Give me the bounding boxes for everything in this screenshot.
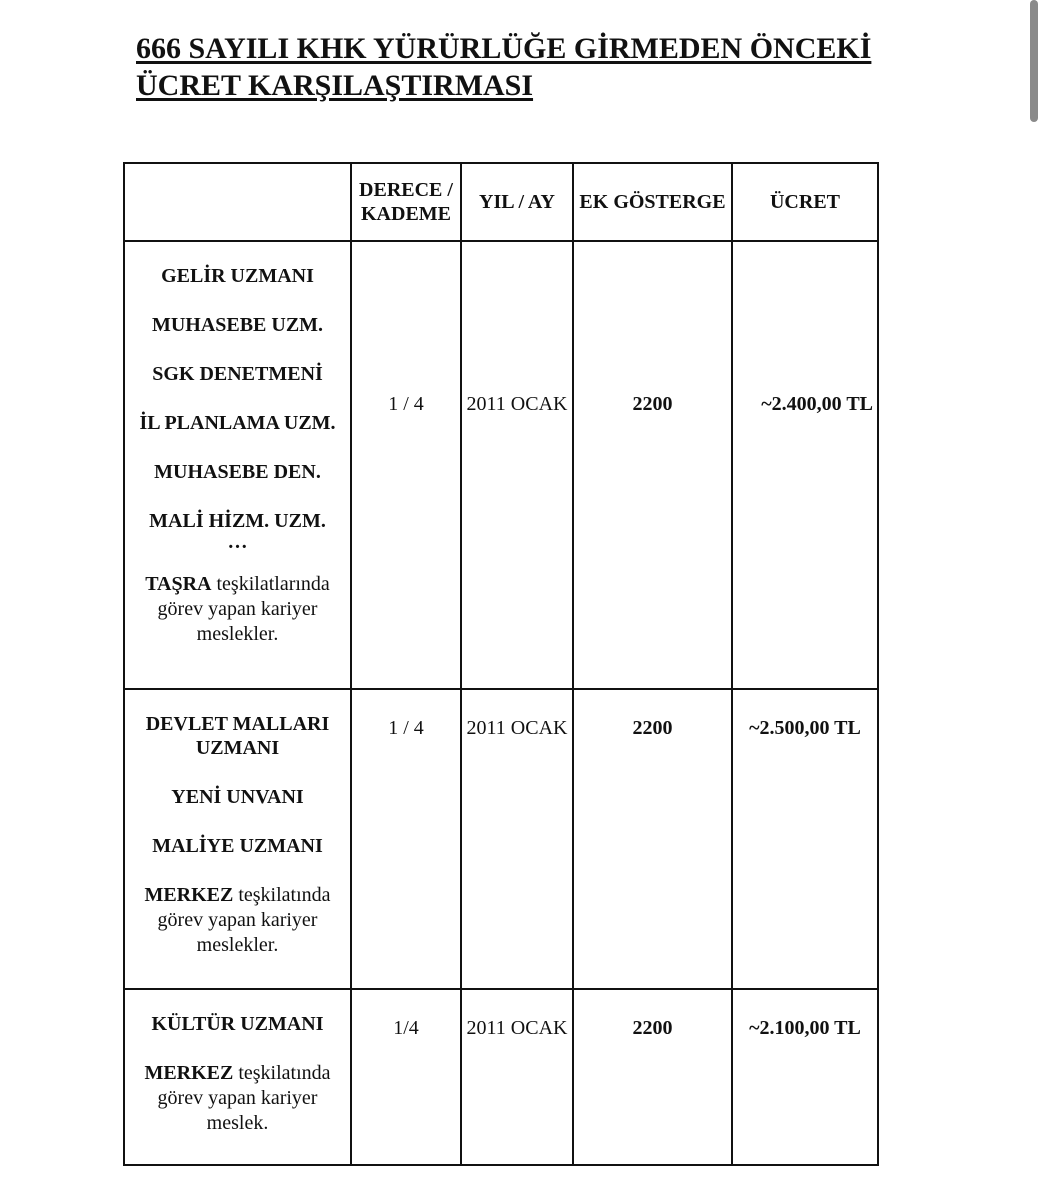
ucret-value: ~2.500,00 TL xyxy=(732,689,878,989)
title-line-1: 666 SAYILI KHK YÜRÜRLÜĞE GİRMEDEN ÖNCEKİ xyxy=(136,32,872,65)
position-name: MUHASEBE DEN. xyxy=(154,461,321,483)
scrollbar[interactable] xyxy=(1028,0,1046,1200)
ek-gosterge-value: 2200 xyxy=(573,241,732,689)
position-names-cell xyxy=(124,689,351,989)
position-name: YENİ UNVANI xyxy=(171,786,304,808)
derece-kademe-value: 1/4 xyxy=(351,989,461,1165)
position-names-cell xyxy=(124,241,351,689)
title-line-2: ÜCRET KARŞILAŞTIRMASI xyxy=(136,69,534,102)
yil-ay-value: 2011 OCAK xyxy=(461,689,573,989)
yil-ay-value: 2011 OCAK xyxy=(461,241,573,689)
yil-ay-value: 2011 OCAK xyxy=(461,989,573,1165)
ek-gosterge-value: 2200 xyxy=(573,689,732,989)
document-title xyxy=(136,30,956,104)
position-name: MALİ HİZM. UZM. xyxy=(149,510,326,532)
table-row xyxy=(124,689,878,989)
organization-note: TAŞRA teşkilatlarında görev yapan kariyer meslekler. xyxy=(145,573,330,645)
header-blank xyxy=(124,163,351,241)
header-ek-gosterge: EK GÖSTERGE xyxy=(573,163,732,241)
position-name: GELİR UZMANI xyxy=(161,265,314,287)
ucret-value: ~2.100,00 TL xyxy=(732,989,878,1165)
table-row xyxy=(124,989,878,1165)
position-name: MALİYE UZMANI xyxy=(152,835,323,857)
header-derece-kademe: DERECE / KADEME xyxy=(351,163,461,241)
ellipsis: … xyxy=(227,531,248,553)
position-name: KÜLTÜR UZMANI xyxy=(151,1013,324,1035)
position-name: SGK DENETMENİ xyxy=(152,363,323,385)
position-name: DEVLET MALLARI UZMANI xyxy=(145,713,330,759)
position-name: MUHASEBE UZM. xyxy=(151,314,324,336)
ucret-value: ~2.400,00 TL xyxy=(732,241,878,689)
organization-note: MERKEZ teşkilatında görev yapan kariyer meslek. xyxy=(144,1062,331,1134)
organization-note: MERKEZ teşkilatında görev yapan kariyer meslekler. xyxy=(144,884,331,956)
ek-gosterge-value: 2200 xyxy=(573,989,732,1165)
scrollbar-thumb[interactable] xyxy=(1030,0,1038,122)
table-row xyxy=(124,241,878,689)
header-yil-ay: YIL / AY xyxy=(461,163,573,241)
header-ucret: ÜCRET xyxy=(732,163,878,241)
comparison-table xyxy=(123,162,879,1166)
position-names-cell xyxy=(124,989,351,1165)
derece-kademe-value: 1 / 4 xyxy=(351,241,461,689)
position-name: İL PLANLAMA UZM. xyxy=(139,412,336,434)
derece-kademe-value: 1 / 4 xyxy=(351,689,461,989)
table-header-row xyxy=(124,163,878,241)
